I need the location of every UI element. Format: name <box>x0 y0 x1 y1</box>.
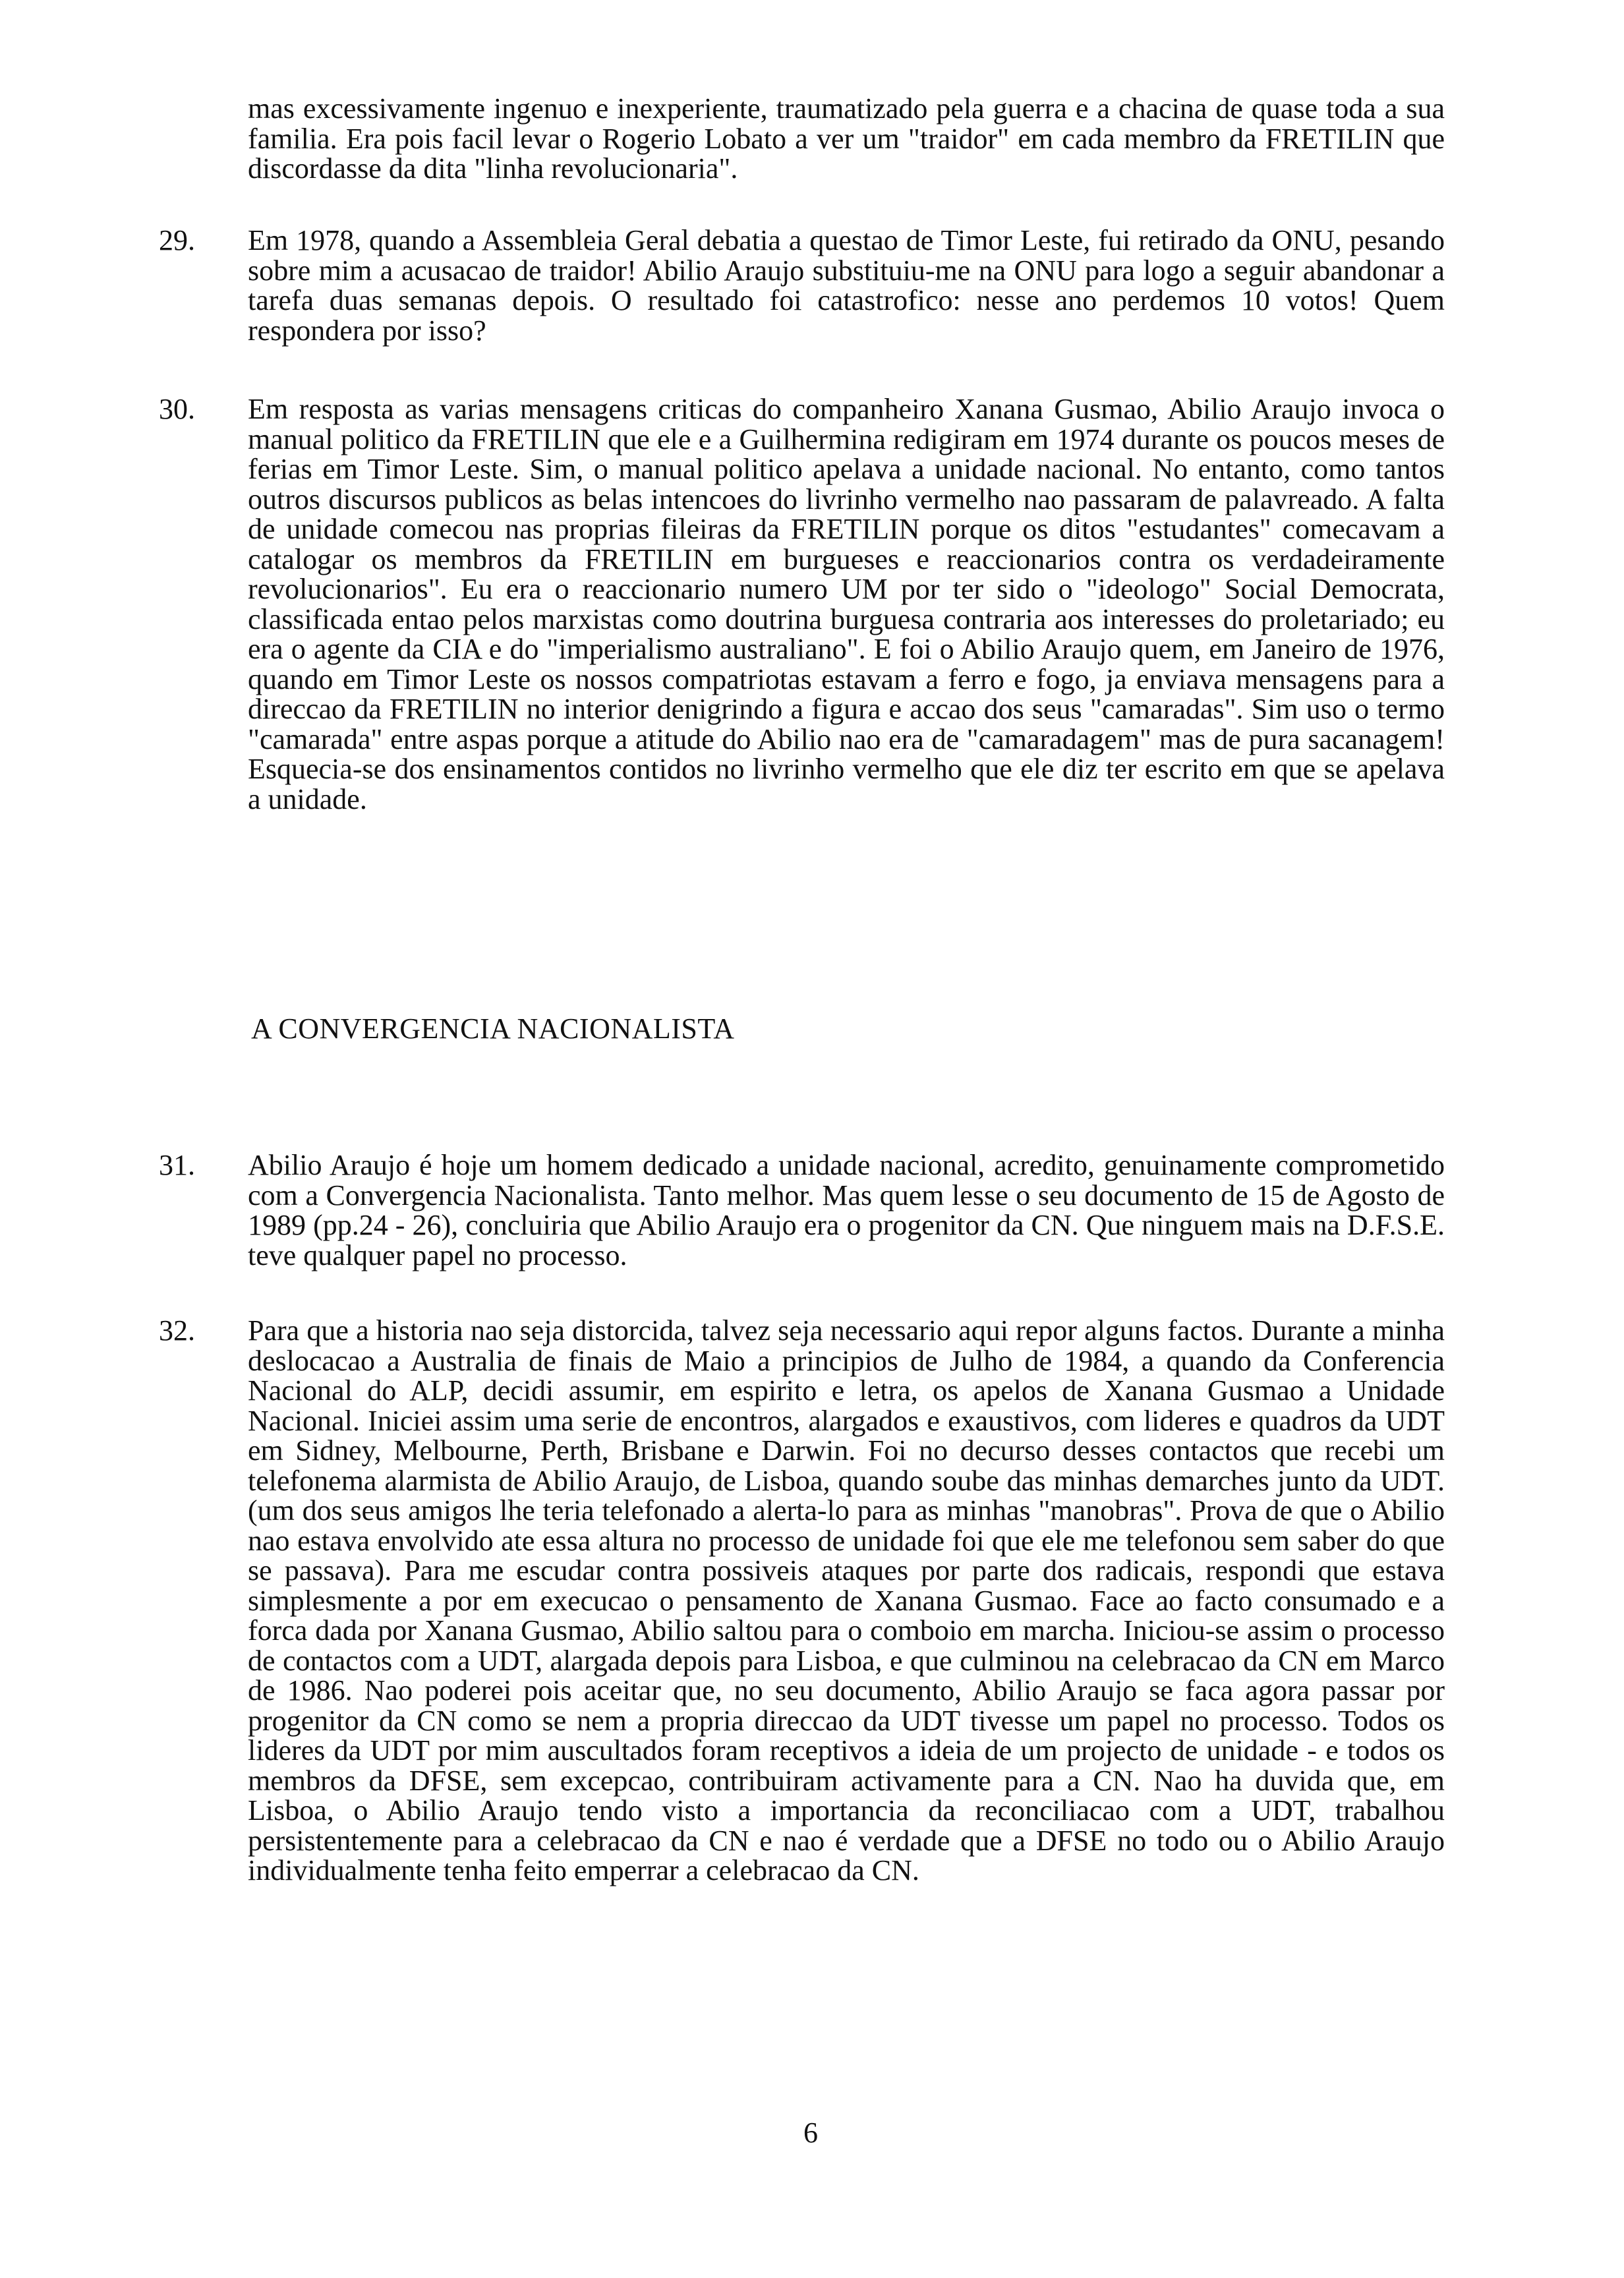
section-heading: A CONVERGENCIA NACIONALISTA <box>251 1012 735 1045</box>
item-number-31: 31. <box>159 1149 195 1181</box>
intro-paragraph: mas excessivamente ingenuo e inexperiente, traumatizado pela guerra e a chacina de quase toda a sua familia. Era pois facil levar o Rogerio Lobato a ver um "traidor" em cada membro da FRETILIN que discordasse da dita "linha revolucionaria". <box>248 92 1445 185</box>
item-text-30: Em resposta as varias mensagens criticas do companheiro Xanana Gusmao, Abilio Araujo invoca o manual politico da FRETILIN que ele e a Guilhermina redigiram em 1974 durante os poucos meses de ferias em Timor Leste. Sim, o manual politico apelava a unidade nacional. No entanto, como tantos outros discursos publicos as belas intencoes do livrinho vermelho nao passaram de palavreado. A falta de unidade comecou nas proprias fileiras da FRETILIN porque os ditos "estudantes" comecavam a catalogar os membros da FRETILIN em burgueses e reaccionarios contra os verdadeiramente revolucionarios". Eu era o reaccionario numero UM por ter sido o "ideologo" Social Democrata, classificada entao pelos marxistas como doutrina burguesa contraria aos interesses do proletariado; eu era o agente da CIA e do "imperialismo australiano". E foi o Abilio Araujo quem, em Janeiro de 1976, quando em Timor Leste os nossos compatriotas estavam a ferro e fogo, ja enviava mensagens para a direccao da FRETILIN no interior denigrindo a figura e accao dos seus "camaradas". Sim uso o termo "camarada" entre aspas porque a atitude do Abilio nao era de "camaradagem" mas de pura sacanagem! Esquecia-se dos ensinamentos contidos no livrinho vermelho que ele diz ter escrito em que se apelava a unidade. <box>248 393 1445 815</box>
item-number-29: 29. <box>159 224 195 256</box>
item-text-32: Para que a historia nao seja distorcida, talvez seja necessario aqui repor alguns factos. Durante a minha deslocacao a Australia de finais de Maio a principios de Julho de 1984, a quando da Conferencia Nacional do ALP, decidi assumir, em espirito e letra, os apelos de Xanana Gusmao a Unidade Nacional. Iniciei assim uma serie de encontros, alargados e exaustivos, com lideres e quadros da UDT em Sidney, Melbourne, Perth, Brisbane e Darwin. Foi no decurso desses contactos que recebi um telefonema alarmista de Abilio Araujo, de Lisboa, quando soube das minhas demarches junto da UDT. (um dos seus amigos lhe teria telefonado a alerta-lo para as minhas "manobras". Prova de que o Abilio nao estava envolvido ate essa altura no processo de unidade foi que ele me telefonou sem saber do que se passava). Para me escudar contra possiveis ataques por parte dos radicais, respondi que estava simplesmente a por em execucao o pensamento de Xanana Gusmao. Face ao facto consumado e a forca dada por Xanana Gusmao, Abilio saltou para o comboio em marcha. Iniciou-se assim o processo de contactos com a UDT, alargada depois para Lisboa, e que culminou na celebracao da CN em Marco de 1986. Nao poderei pois aceitar que, no seu documento, Abilio Araujo se faca agora passar por progenitor da CN como se nem a propria direccao da UDT tivesse um papel no processo. Todos os lideres da UDT por mim auscultados foram receptivos a ideia de um projecto de unidade - e todos os membros da DFSE, sem excepcao, contribuiram activamente para a CN. Nao ha duvida que, em Lisboa, o Abilio Araujo tendo visto a importancia da reconciliacao com a UDT, trabalhou persistentemente para a celebracao da CN e nao é verdade que a DFSE no todo ou o Abilio Araujo individualmente tenha feito emperrar a celebracao da CN. <box>248 1314 1445 1886</box>
page-number: 6 <box>803 2117 818 2149</box>
item-text-29: Em 1978, quando a Assembleia Geral debatia a questao de Timor Leste, fui retirado da ONU, pesando sobre mim a acusacao de traidor! Abilio Araujo substituiu-me na ONU para logo a seguir abandonar a tarefa duas semanas depois. O resultado foi catastrofico: nesse ano perdemos 10 votos! Quem respondera por isso? <box>248 224 1445 347</box>
item-number-30: 30. <box>159 393 195 425</box>
item-text-31: Abilio Araujo é hoje um homem dedicado a unidade nacional, acredito, genuinamente comprometido com a Convergencia Nacionalista. Tanto melhor. Mas quem lesse o seu documento de 15 de Agosto de 1989 (pp.24 - 26), concluiria que Abilio Araujo era o progenitor da CN. Que ninguem mais na D.F.S.E. teve qualquer papel no processo. <box>248 1149 1445 1271</box>
item-number-32: 32. <box>159 1314 195 1347</box>
